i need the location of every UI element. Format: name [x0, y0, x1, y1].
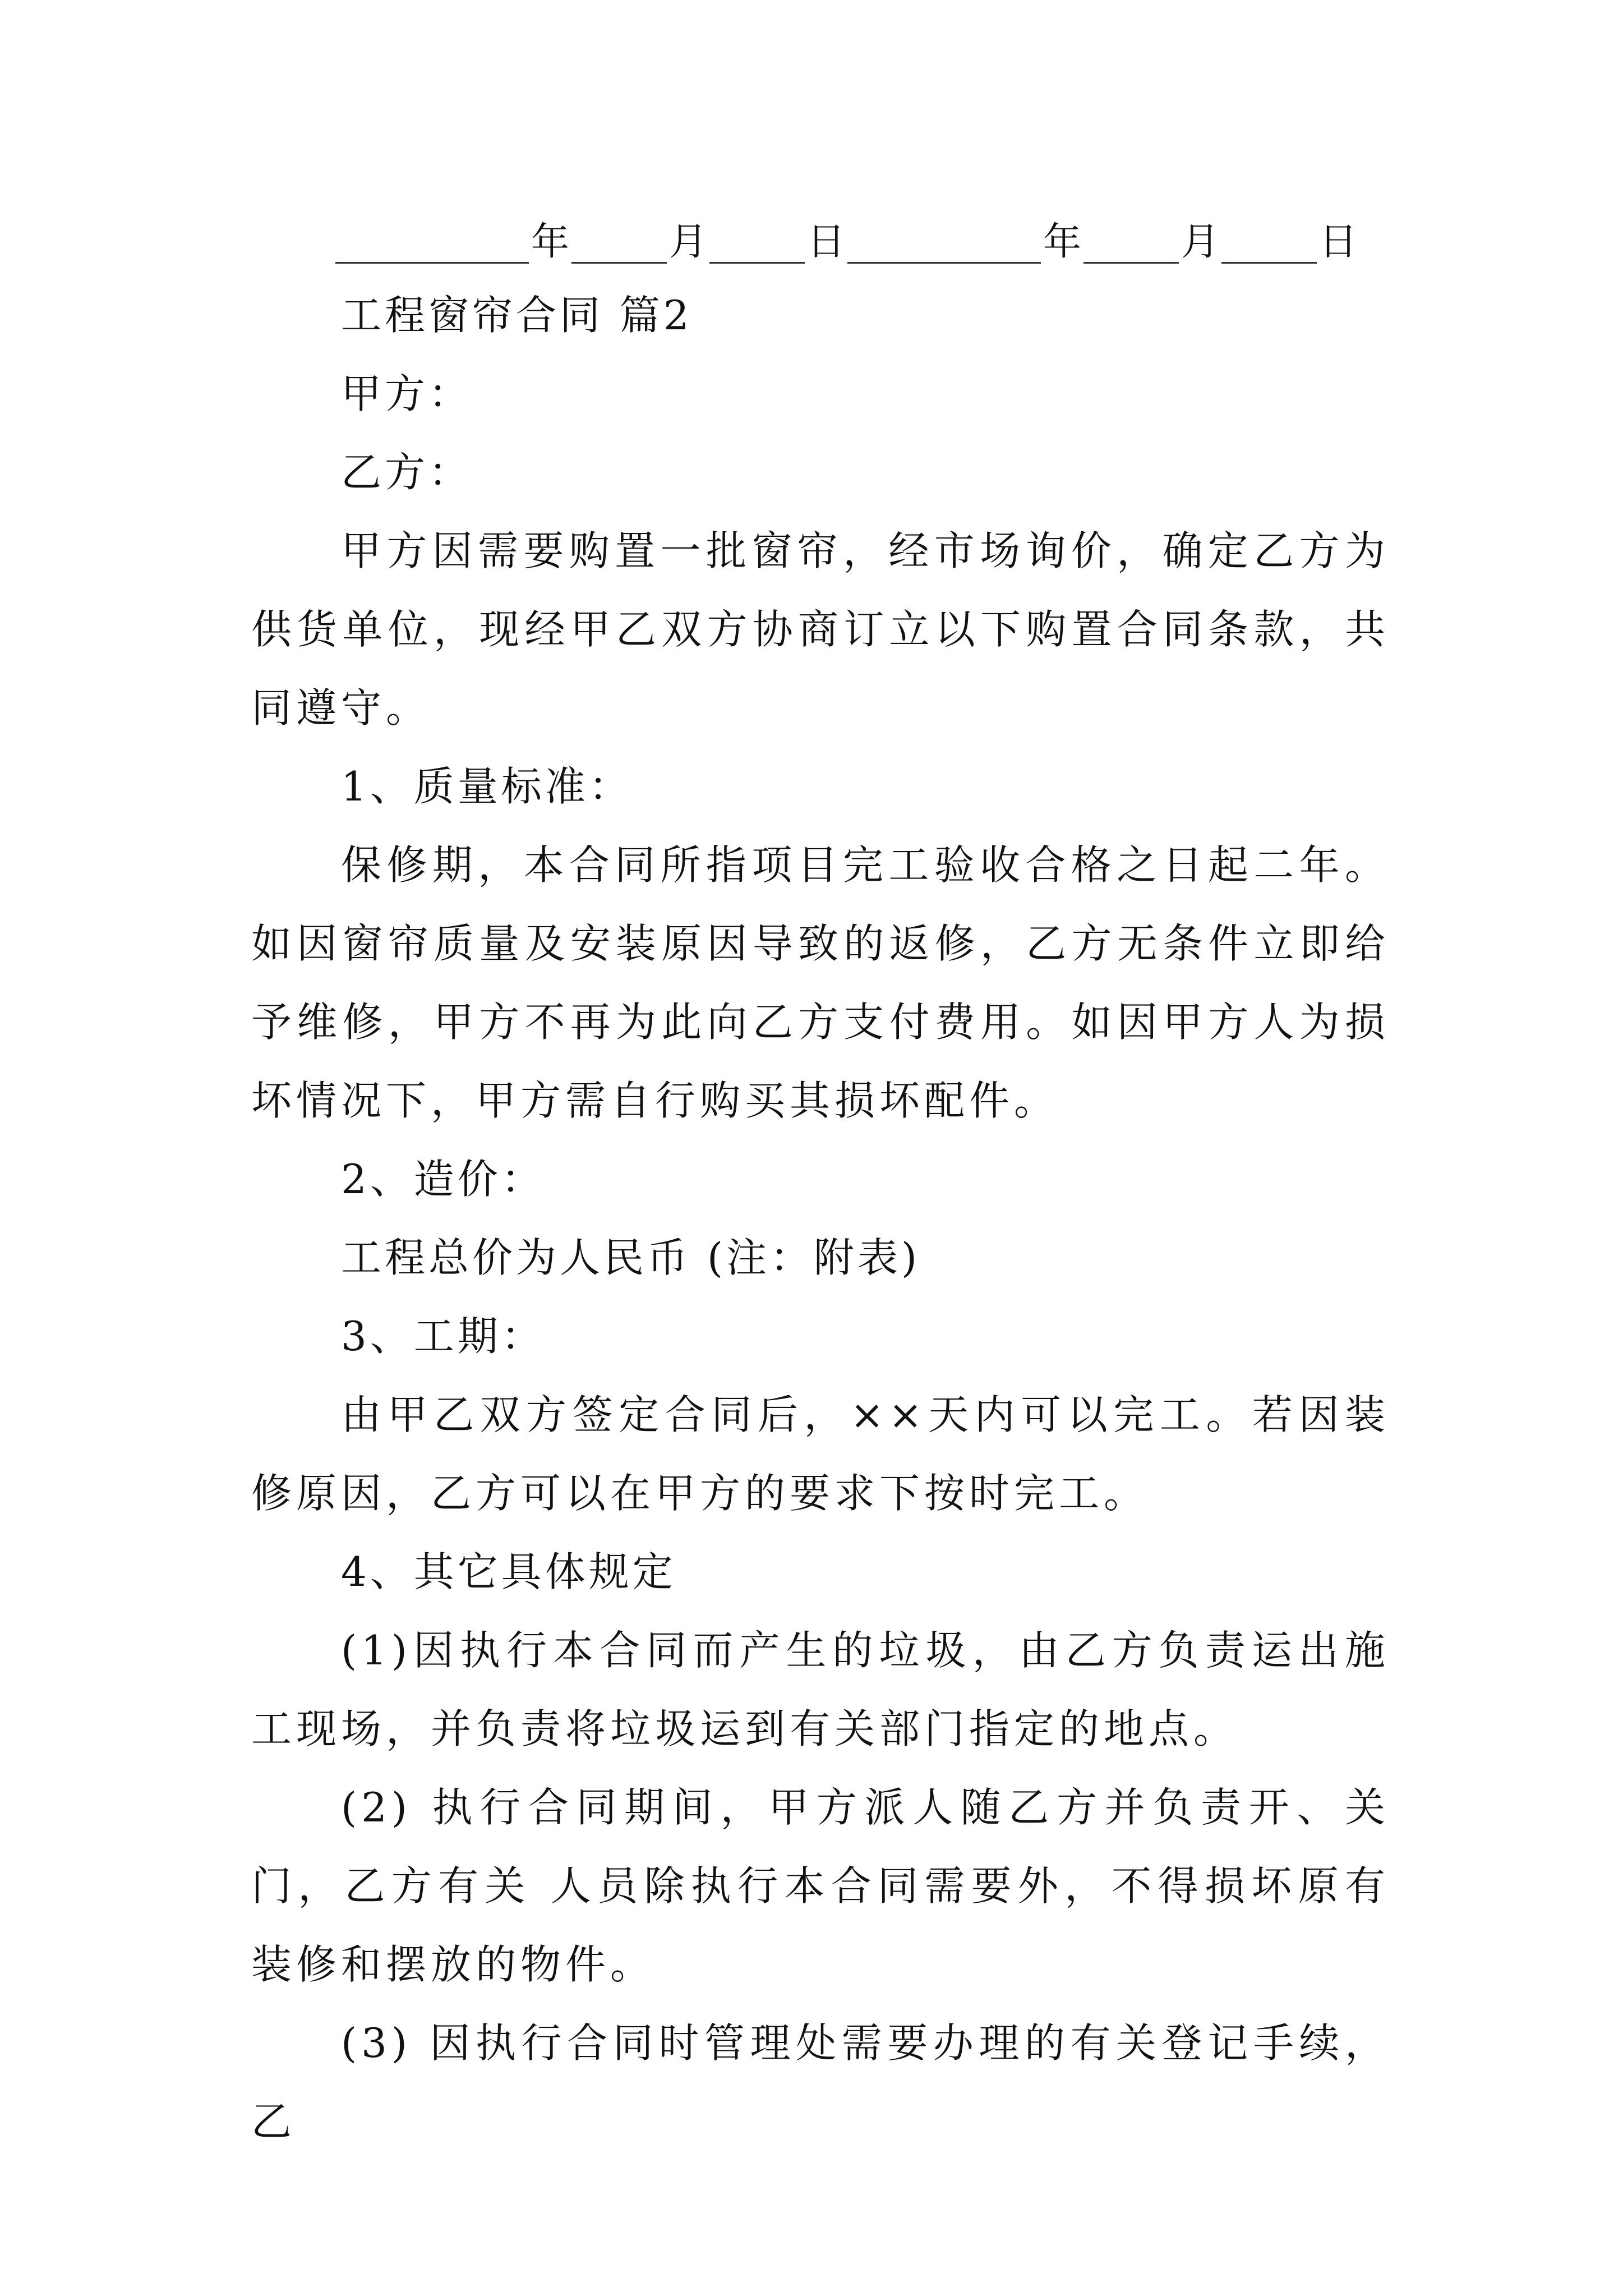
year-label-2: 年 — [1043, 220, 1082, 264]
year-blank-2 — [847, 262, 1041, 264]
day-label: 日 — [807, 220, 846, 264]
month-label-2: 月 — [1181, 220, 1220, 264]
signature-date-line — [251, 209, 1390, 276]
day-label-2: 日 — [1319, 220, 1358, 264]
month-blank — [571, 262, 667, 264]
section-body: 由甲乙双方签定合同后，××天内可以完工。若因装修原因，乙方可以在甲方的要求下按时完工。 — [251, 1391, 1390, 1517]
party-b-label: 乙方： — [341, 449, 473, 496]
month-blank-2 — [1083, 262, 1179, 264]
section-body: 保修期，本合同所指项目完工验收合格之日起二年。如因窗帘质量及安装原因导致的返修，乙方无条件立即给予维修，甲方不再为此向乙方支付费用。如因甲方人为损坏情况下，甲方需自行购买其损坏配件。 — [251, 841, 1390, 1124]
section-heading: 4、其它具体规定 — [341, 1548, 676, 1595]
list-item: (1)因执行本合同而产生的垃圾，由乙方负责运出施工现场，并负责将垃圾运到有关部门指定的地点。 — [251, 1627, 1390, 1752]
section-body: 工程总价为人民币 (注：附表) — [341, 1234, 921, 1281]
section-heading: 1、质量标准： — [341, 763, 633, 810]
day-blank-2 — [1221, 262, 1317, 264]
month-label: 月 — [669, 220, 708, 264]
party-a-label: 甲方： — [341, 370, 473, 417]
contract-title: 工程窗帘合同 篇2 — [341, 292, 693, 339]
year-blank — [335, 262, 529, 264]
section-heading: 2、造价： — [341, 1156, 545, 1203]
list-item: (3) 因执行合同时管理处需要办理的有关登记手续，乙 — [251, 2019, 1390, 2145]
year-label: 年 — [531, 220, 570, 264]
document-content — [251, 209, 1390, 2161]
intro-paragraph: 甲方因需要购置一批窗帘，经市场询价，确定乙方为供货单位，现经甲乙双方协商订立以下购置合同条款，共同遵守。 — [251, 527, 1390, 731]
section-heading: 3、工期： — [341, 1313, 545, 1360]
day-blank — [709, 262, 805, 264]
list-item: (2) 执行合同期间，甲方派人随乙方并负责开、关门，乙方有关 人员除执行本合同需要外，不得损坏原有装修和摆放的物件。 — [251, 1784, 1390, 1988]
